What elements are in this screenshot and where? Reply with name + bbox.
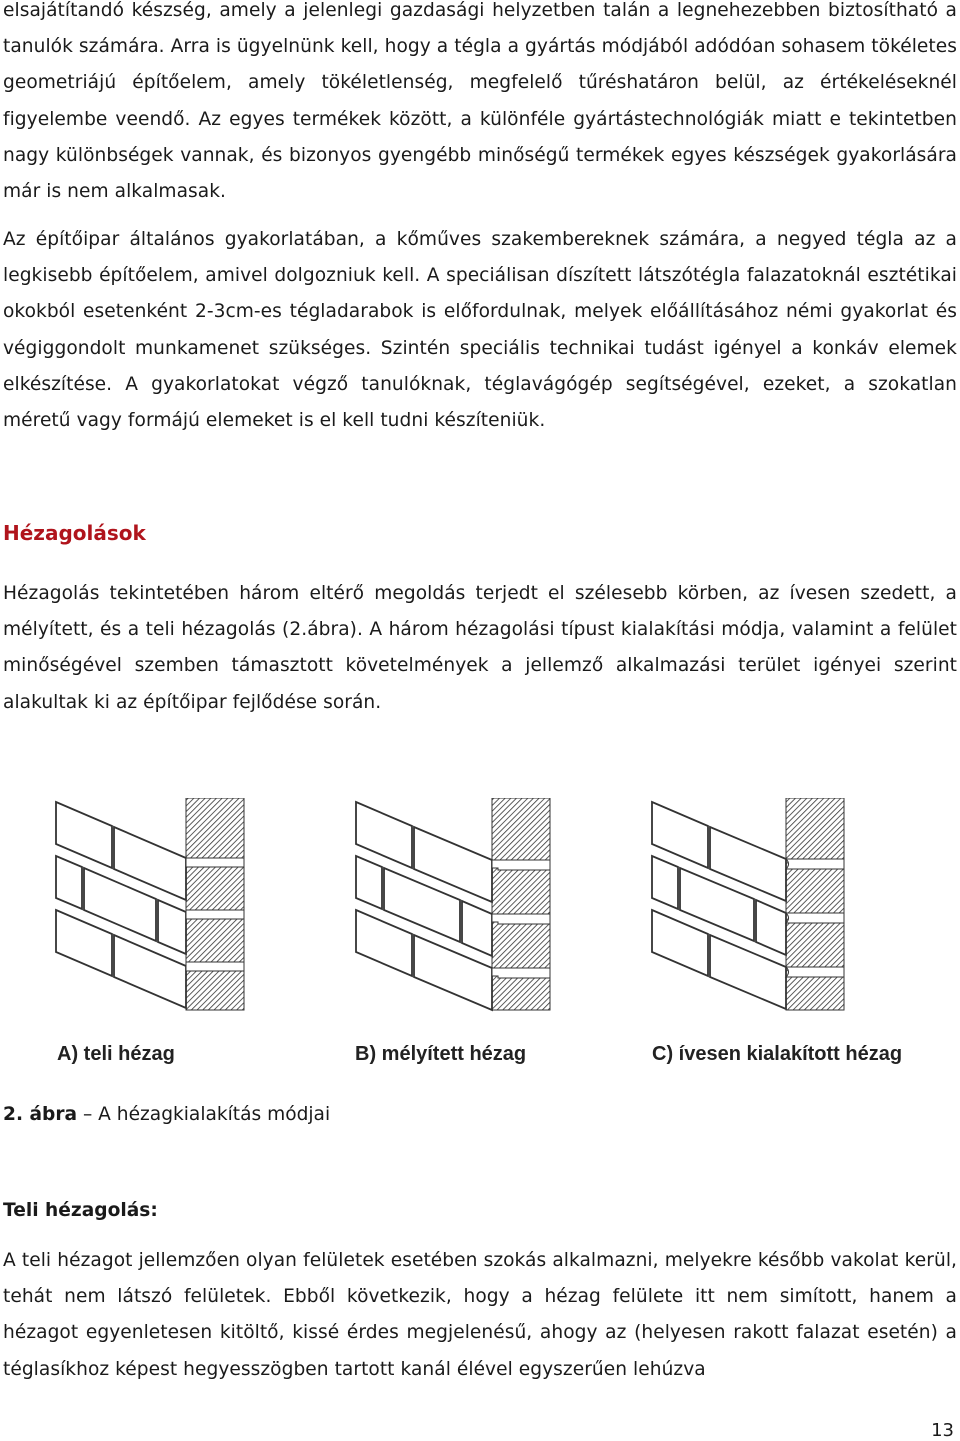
figure-label-recessed: B) mélyített hézag [355, 1043, 527, 1065]
figure-flush-joint [52, 798, 247, 1013]
subheading-teli-hezagolas: Teli hézagolás: [3, 1200, 158, 1221]
paragraph-construction-practice: Az építőipar általános gyakorlatában, a kőműves szakembereknek számára, a negyed tégla az a legkisebb építőelem, amivel dolgozniuk kell. A speciálisan díszített látszótégla falazatoknál esztétikai okokból esetenként 2-3cm-es tégladarabok is előfordulnak, melyek előállításához némi gyakorlat és végiggondolt munkamenet szükséges. Szintén speciális technikai tudást igényel a konkáv elemek elkészítése. A gyakorlatokat végző tanulóknak, téglavágógép segítségével, ezeket, a szokatlan méretű vagy formájú elemeket is el kell tudni készíteniük. [3, 229, 957, 432]
page-number: 13 [931, 1420, 954, 1441]
section-heading-hezagolasok: Hézagolások [3, 521, 146, 545]
paragraph-intro: elsajátítandó készség, amely a jelenlegi gazdasági helyzetben talán a legnehezebben biztosítható a tanulók számára. Arra is ügyelnünk kell, hogy a tégla a gyártás módjából adódóan sohasem tökéletes geometriájú építőelem, amely tökéletlenség, megfelelő tűréshatáron belül, az értékeléseknél figyelembe veendő. Az egyes termékek között, a különféle gyártástechnológiák miatt e tekintetben nagy különbségek vannak, és bizonyos gyengébb minőségű termékek egyes készségek gyakorlására már is nem alkalmasak. [3, 0, 957, 203]
figure-caption [3, 1104, 330, 1125]
paragraph-flush-joint: A teli hézagot jellemzően olyan felületek esetében szokás alkalmazni, melyekre később vakolat kerül, tehát nem látszó felületek. Ebből következik, hogy a hézag felülete itt nem simított, hanem a hézagot egyenletesen kitöltő, kissé érdes megjelenésű, ahogy az (helyesen rakott falazat esetén) a téglasíkhoz képest hegyesszögben tartott kanál élével egyszerűen lehúzva [3, 1250, 957, 1380]
figure-recessed-joint [352, 798, 552, 1013]
figure-caption-text: – A hézagkialakítás módjai [77, 1104, 331, 1125]
figure-curved-joint [648, 798, 848, 1013]
figure-label-flush: A) teli hézag [57, 1043, 175, 1065]
figure-label-curved: C) ívesen kialakított hézag [652, 1043, 903, 1065]
paragraph-joint-types: Hézagolás tekintetében három eltérő megoldás terjedt el szélesebb körben, az ívesen szedett, a mélyített, és a teli hézagolás (2.ábra). A három hézagolási típust kialakítási módja, valamint a felület minőségével szemben támasztott követelmények a jellemző alkalmazási terület igényei szerint alakultak ki az építőipar fejlődése során. [3, 583, 957, 713]
figure-caption-number: 2. ábra [3, 1104, 78, 1125]
